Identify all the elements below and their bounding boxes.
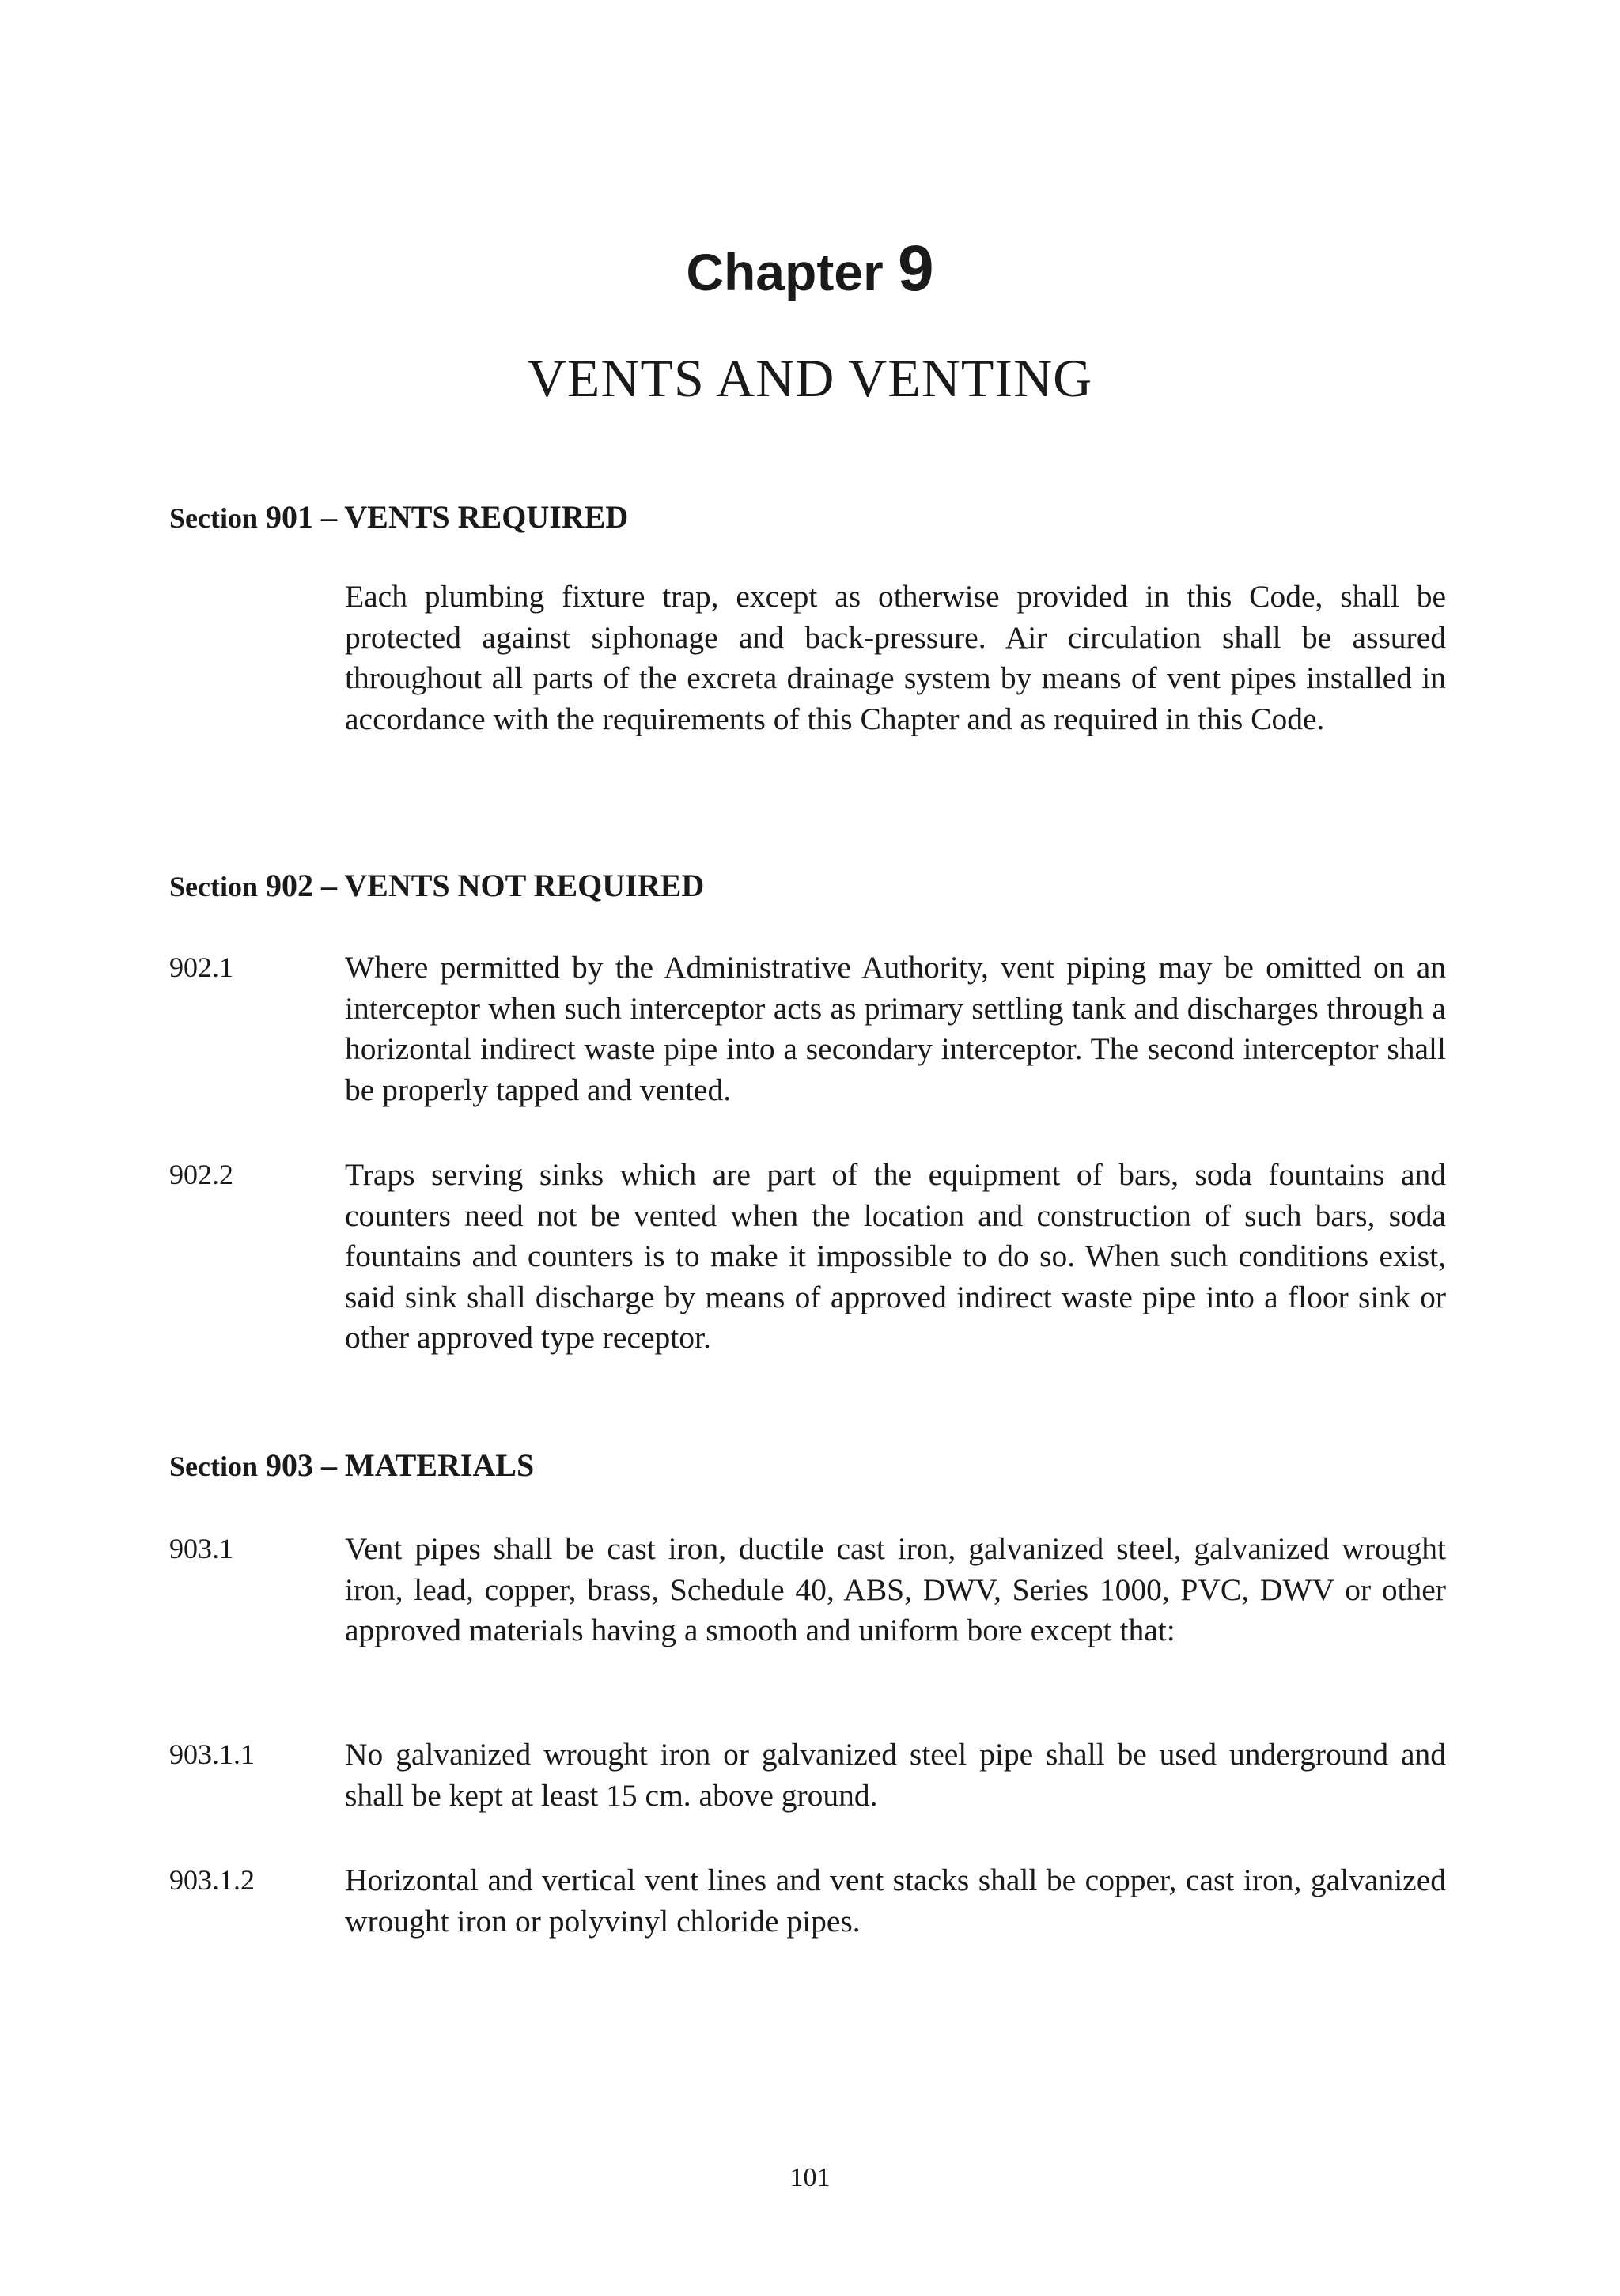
chapter-heading [0, 233, 1620, 304]
section-word: Section [169, 502, 258, 534]
clause-number: 903.1 [169, 1533, 233, 1564]
section-901-heading [169, 497, 628, 539]
section-title: 901 – VENTS REQUIRED [266, 499, 629, 535]
clause-text: No galvanized wrought iron or galvanized steel pipe shall be used underground and shall be kept at least 15 cm. above ground. [345, 1737, 1446, 1813]
chapter-number: 9 [898, 233, 934, 304]
section-title: 902 – VENTS NOT REQUIRED [266, 868, 705, 903]
section-901-body: Each plumbing fixture trap, except as otherwise provided in this Code, shall be protected against siphonage and back-pressure. Air circulation shall be assured throughout all parts of the excreta drainage system by means of vent pipes installed in accordance with the requirements of this Chapter and as required in this Code. [345, 579, 1446, 736]
clause-text: Horizontal and vertical vent lines and vent stacks shall be copper, cast iron, galvanized wrought iron or polyvinyl chloride pipes. [345, 1863, 1446, 1939]
section-word: Section [169, 1451, 258, 1482]
clause-number: 902.2 [169, 1159, 233, 1190]
section-title: 903 – MATERIALS [266, 1447, 535, 1483]
chapter-label: Chapter [686, 243, 884, 301]
section-word: Section [169, 871, 258, 902]
clause-text: Traps serving sinks which are part of the equipment of bars, soda fountains and counters need not be vented when the location and construction of such bars, soda fountains and counters is to make it impossible to do so. When such conditions exist, said sink shall discharge by means of approved indirect waste pipe into a floor sink or other approved type receptor. [345, 1157, 1446, 1355]
clause-number: 902.1 [169, 951, 233, 983]
clause-text: Vent pipes shall be cast iron, ductile cast iron, galvanized steel, galvanized wrought iron, lead, copper, brass, Schedule 40, ABS, DWV, Series 1000, PVC, DWV or other approved materials having a smooth and uniform bore except that: [345, 1531, 1446, 1647]
page-number: 101 [789, 2163, 831, 2192]
chapter-title: VENTS AND VENTING [527, 348, 1093, 408]
section-902-heading [169, 865, 704, 907]
clause-number: 903.1.2 [169, 1864, 255, 1896]
section-903-heading [169, 1445, 534, 1487]
clause-text: Where permitted by the Administrative Authority, vent piping may be omitted on an interceptor when such interceptor acts as primary settling tank and discharges through a horizontal indirect waste pipe into a secondary interceptor. The second interceptor shall be properly tapped and vented. [345, 950, 1446, 1107]
clause-number: 903.1.1 [169, 1738, 255, 1770]
